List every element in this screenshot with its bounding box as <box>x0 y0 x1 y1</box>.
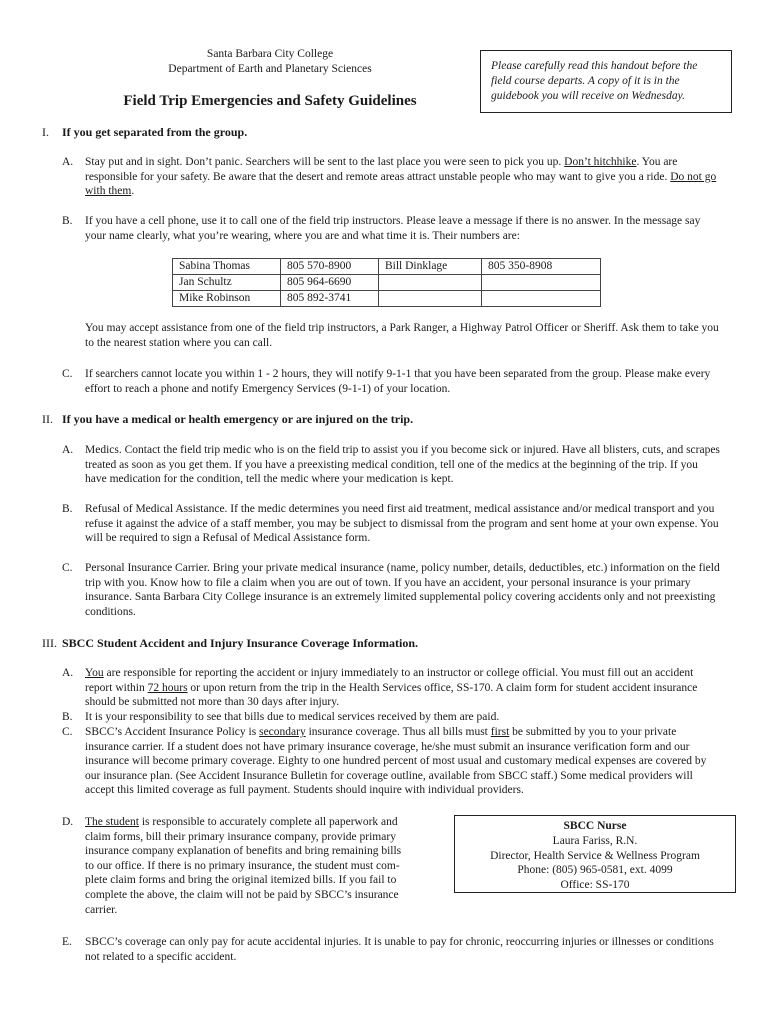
text-run: SBCC’s Accident Insurance Policy is <box>85 726 260 738</box>
underlined-text: The student <box>85 816 139 828</box>
section-heading <box>42 636 418 651</box>
contact-name <box>379 275 482 291</box>
list-item <box>62 935 722 964</box>
nurse-contact-box <box>454 815 736 893</box>
notice-line: Please carefully read this handout before the <box>491 60 698 72</box>
text-run: . <box>131 185 135 198</box>
section-heading <box>42 412 413 427</box>
section-number: I. <box>42 125 49 139</box>
list-item <box>62 367 722 396</box>
item-text: Medics. Contact the field trip medic who is on the field trip to assist you if you become sick or injured. Have all blisters, cuts, and scrapes treated as soon as you get them. If you have a preexisting medical condition, tell one of the medics at the beginning of the trip. If you have medication for the condition, tell the medic where your medication is kept. <box>85 444 720 486</box>
item-label: C. <box>62 726 73 738</box>
item-label: D. <box>62 816 74 828</box>
list-item <box>62 666 722 710</box>
section-number: II. <box>42 412 53 426</box>
text-line: carrier. <box>85 903 118 916</box>
underlined-text: Do not go with them <box>85 170 717 198</box>
item-label: A. <box>62 667 74 679</box>
nurse-box-title: SBCC Nurse <box>563 820 627 832</box>
nurse-office: Office: SS-170 <box>560 879 630 892</box>
contact-phone: 805 570-8900 <box>281 259 379 275</box>
notice-line: guidebook you will receive on Wednesday. <box>491 89 685 102</box>
text-run: be submitted by you to your private insurance carrier. If a student does not have primary insurance coverage, he/she must submit an insurance verification form and our insurance will become primary coverage. Eighty to one hundred percent of most usual and customary medical expenses are covered by our insurance plan. (See Accident Insurance Bulletin for coverage outline, available from SBCC staff.) Some medical providers will accept this limited coverage as full payment. Students should inquire with individual providers. <box>85 726 707 797</box>
text-run: insurance coverage. Thus all bills must <box>305 726 491 738</box>
text-line: plete claim forms and bring the original itemized bills. If you fail to <box>85 874 397 887</box>
item-text: You may accept assistance from one of the field trip instructors, a Park Ranger, a Highway Patrol Officer or Sheriff. Ask them to take you to the nearest station where you can call. <box>85 322 719 349</box>
contact-phone: 805 892-3741 <box>281 291 379 307</box>
item-text: If you have a cell phone, use it to call one of the field trip instructors. Please leave a message if there is no answer. In the message say your name clearly, what you’re wearing, where you are and what time it is. Their numbers are: <box>85 215 701 242</box>
list-item <box>62 155 722 199</box>
section-heading <box>42 125 247 140</box>
item-label: B. <box>62 215 73 227</box>
text-line: claim forms, bill their primary insurance company, provide primary <box>85 830 396 843</box>
contact-name: Mike Robinson <box>173 291 281 307</box>
item-text <box>85 815 452 917</box>
list-item <box>62 214 722 243</box>
item-text: Refusal of Medical Assistance. If the medic determines you need first aid treatment, medical assistance and/or medical transport and you refuse it against the advice of a staff member, you may be subject to dismissal from the program and sent home at your own expense. You will be required to sign a Refusal of Medical Assistance form. <box>85 503 719 545</box>
item-label: C. <box>62 562 73 574</box>
notice-line: field course departs. A copy of it is in the <box>491 74 680 87</box>
item-label: C. <box>62 368 73 380</box>
list-item <box>62 710 722 725</box>
institution-name: Santa Barbara City College <box>206 48 334 60</box>
contact-name: Bill Dinklage <box>379 259 482 275</box>
underlined-text: Don’t hitchhike <box>564 156 637 168</box>
section-number: III. <box>42 636 57 650</box>
nurse-role: Director, Health Service & Wellness Program <box>490 849 700 862</box>
item-text <box>85 155 722 199</box>
text-run: . You are responsible for your safety. Be aware that the desert and remote areas attract unstable people who may want to give you a ride. <box>85 156 678 183</box>
item-label: B. <box>62 711 73 723</box>
text-line: complete the above, the claim will not be paid by SBCC’s insurance <box>85 888 399 901</box>
contact-name: Sabina Thomas <box>173 259 281 275</box>
item-text: It is your responsibility to see that bills due to medical services received by them are paid. <box>85 711 500 723</box>
text-line: insurance company explanation of benefits and bring remaining bills <box>85 845 402 858</box>
table-row <box>173 291 601 307</box>
department-name: Department of Earth and Planetary Sciences <box>168 63 372 75</box>
item-label: E. <box>62 936 72 948</box>
item-text <box>85 666 722 710</box>
text-run: is responsible to accurately complete all paperwork and <box>138 816 398 828</box>
contact-phone: 805 350-8908 <box>482 259 601 275</box>
item-text: Personal Insurance Carrier. Bring your private medical insurance (name, policy number, details, deductibles, etc.) information on the field trip with you. Know how to file a claim when you are out of town. If you have an accident, your personal insurance is your primary insurance. Santa Barbara City College insurance is an extremely limited supplemental policy covering accidents only and not preexisting conditions. <box>85 562 720 618</box>
text-run: are responsible for reporting the accident or injury immediately to an instructor or college official. You must fill out an accident report within <box>85 667 694 694</box>
text-run: or upon return from the trip in the Health Services office, SS-170. A claim form for student accident insurance should be submitted not more than 30 days after injury. <box>85 681 698 709</box>
underlined-text: 72 hours <box>147 681 188 694</box>
list-item <box>62 815 452 917</box>
contact-phone <box>482 275 601 291</box>
list-item <box>62 561 722 619</box>
item-text: If searchers cannot locate you within 1 - 2 hours, they will notify 9-1-1 that you have been separated from the group. Please make every effort to reach a phone and notify Emergency Services (9-1-1) of your location. <box>85 368 711 395</box>
nurse-phone: Phone: (805) 965-0581, ext. 4099 <box>517 864 673 877</box>
item-label: A. <box>62 156 74 168</box>
section-title: SBCC Student Accident and Injury Insurance Coverage Information. <box>62 636 419 650</box>
contact-name <box>379 291 482 307</box>
text-line <box>85 815 452 830</box>
item-text <box>85 725 722 798</box>
list-item <box>62 443 722 487</box>
underlined-text: secondary <box>259 726 306 738</box>
contact-phone: 805 964-6690 <box>281 275 379 291</box>
item-text: SBCC’s coverage can only pay for acute accidental injuries. It is unable to pay for chronic, reoccurring injuries or illnesses or conditions not related to a specific accident. <box>85 936 714 963</box>
table-row <box>173 275 601 291</box>
underlined-text: first <box>490 726 510 738</box>
list-item <box>62 725 722 798</box>
instructor-phone-table <box>172 258 601 307</box>
document-header <box>120 47 420 77</box>
page-title: Field Trip Emergencies and Safety Guidelines <box>123 93 417 109</box>
section-title: If you have a medical or health emergency or are injured on the trip. <box>62 412 414 426</box>
contact-phone <box>482 291 601 307</box>
section-title: If you get separated from the group. <box>62 125 248 139</box>
table-row <box>173 259 601 275</box>
text-run: Stay put and in sight. Don’t panic. Searchers will be sent to the last place you were seen to pick you up. <box>85 156 565 168</box>
notice-box <box>480 50 732 113</box>
item-label: A. <box>62 444 74 456</box>
item-label: B. <box>62 503 73 515</box>
contact-name: Jan Schultz <box>173 275 281 291</box>
underlined-text: You <box>85 667 104 679</box>
list-item <box>62 502 722 546</box>
nurse-name: Laura Fariss, R.N. <box>552 834 638 847</box>
text-line: to our office. If there is no primary insurance, the student must com- <box>85 859 400 872</box>
item-continuation <box>62 321 722 350</box>
